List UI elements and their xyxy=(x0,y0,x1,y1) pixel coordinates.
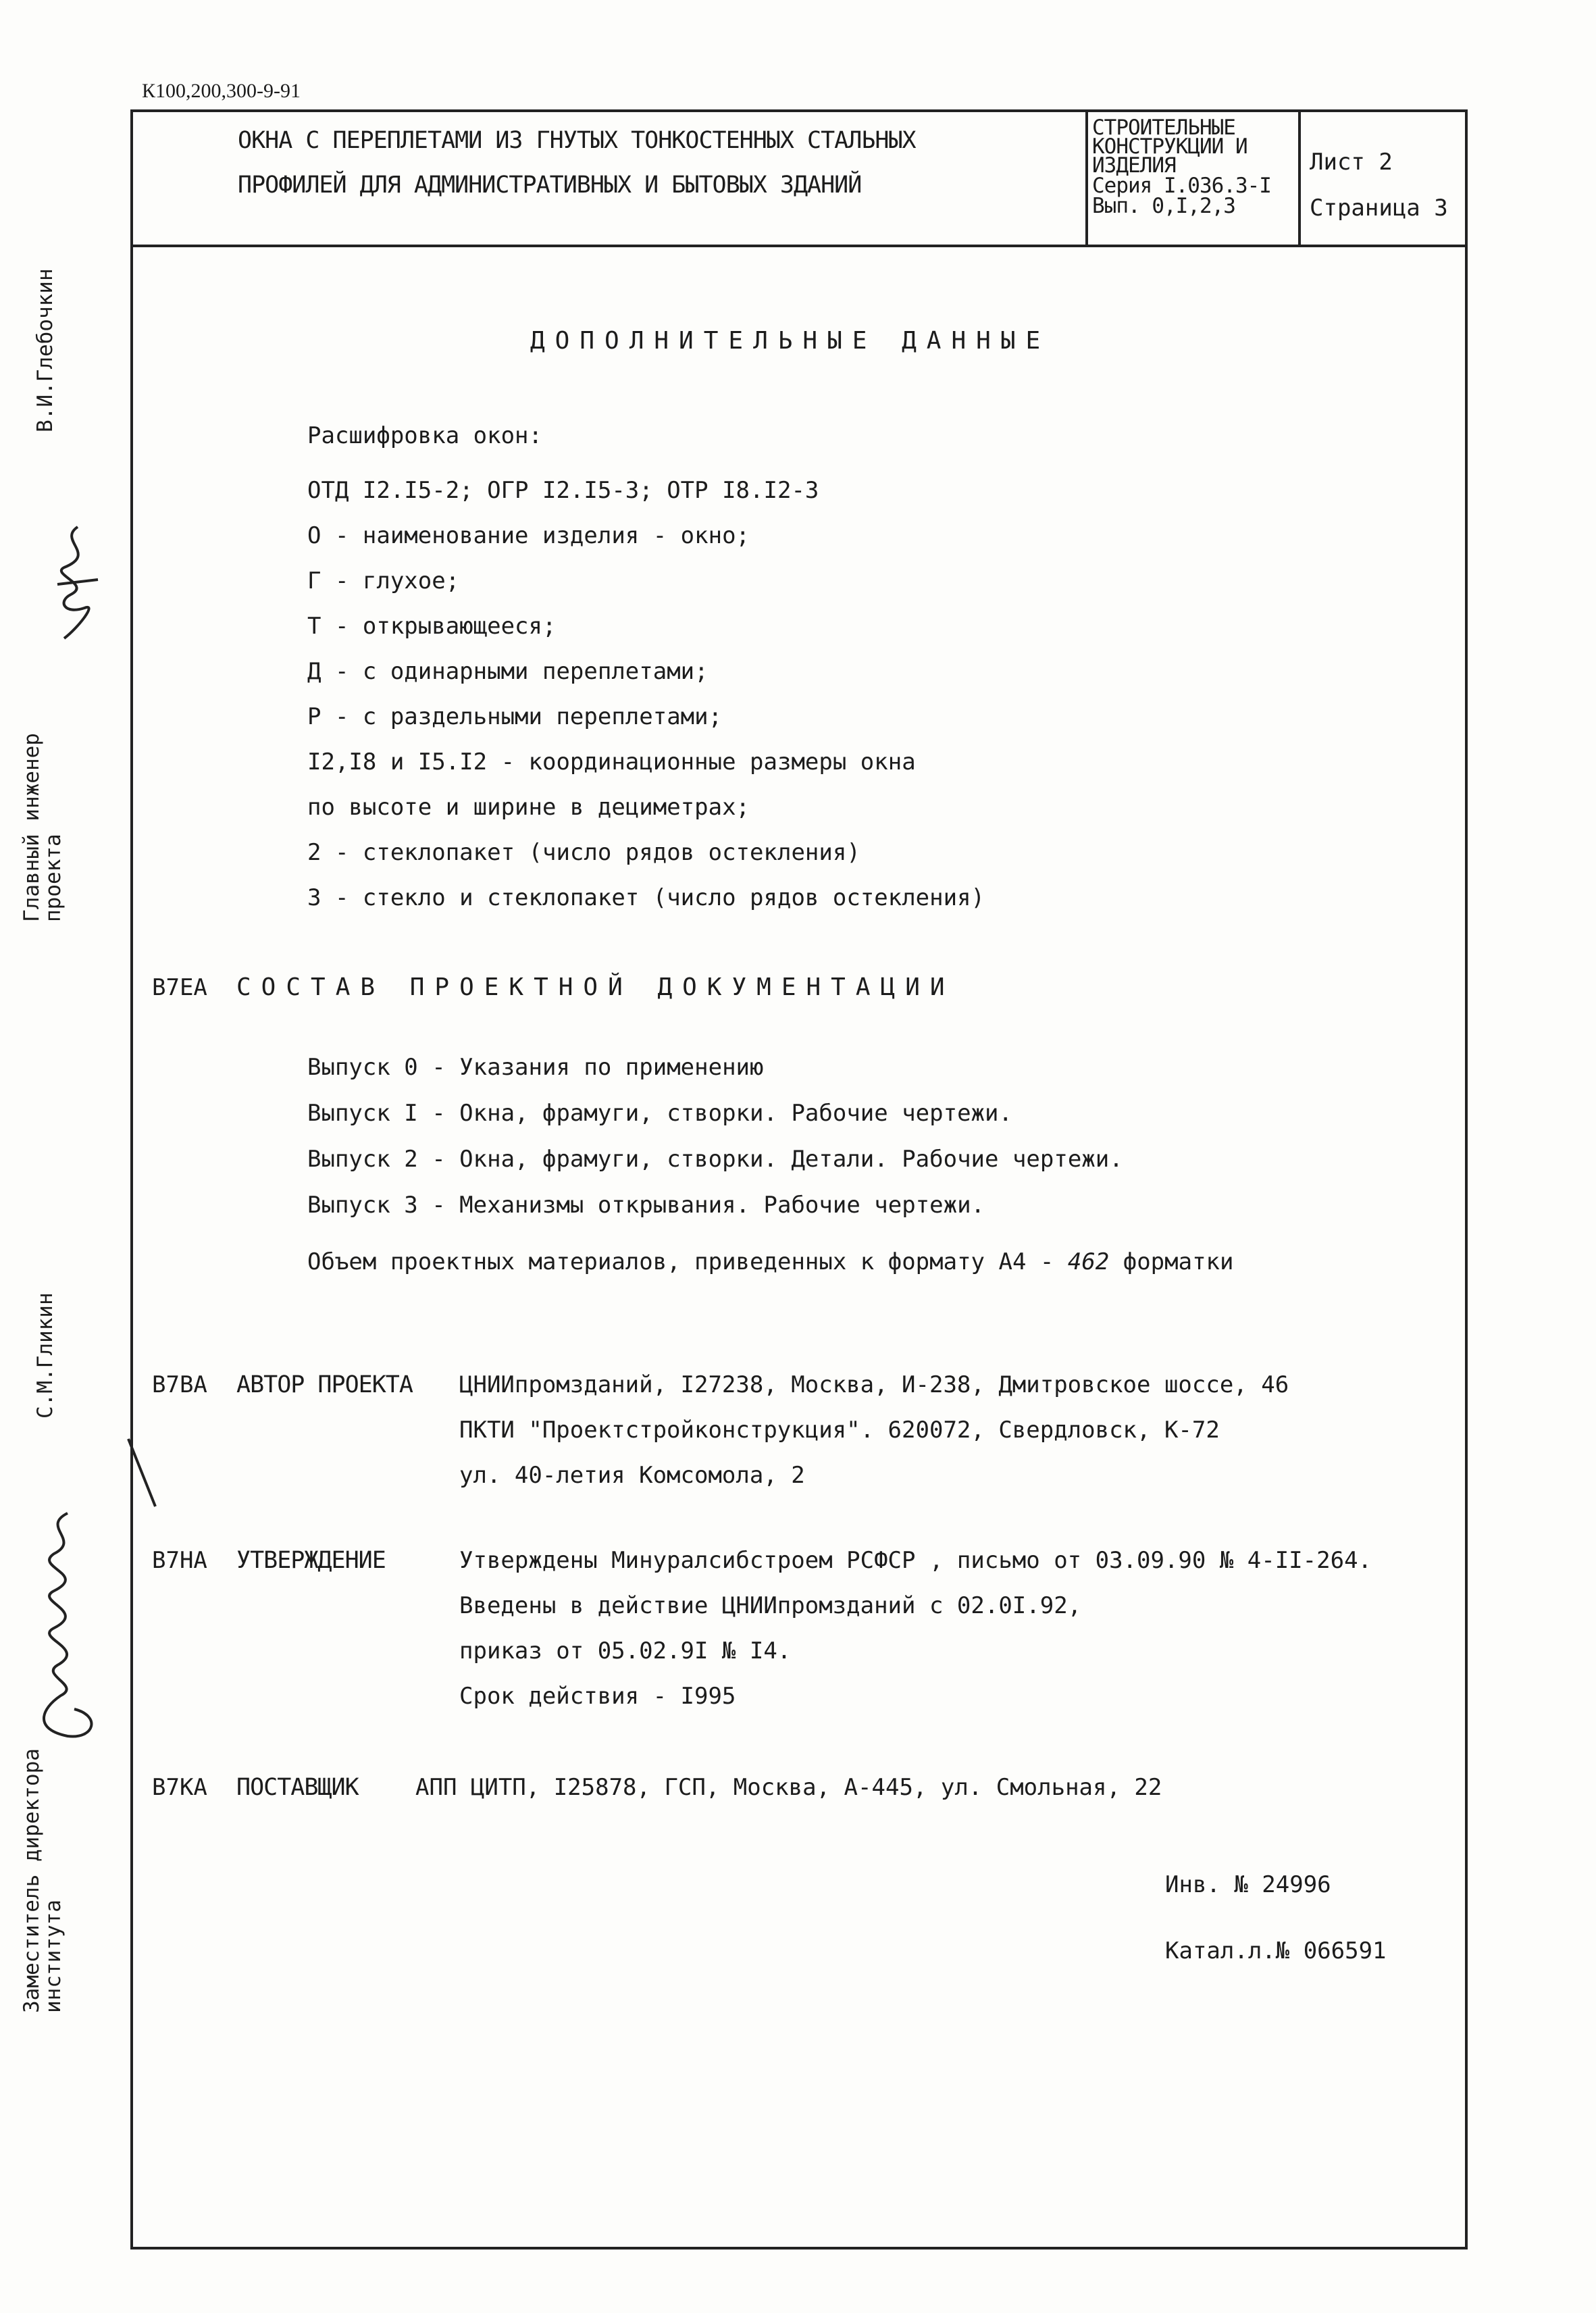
volume-prefix: Объем проектных материалов, приведенных к формату А4 - xyxy=(307,1248,1068,1275)
approver-role-2: Заместитель директора xyxy=(20,1748,44,2013)
stamp-line-5: Вып. 0,I,2,3 xyxy=(1092,194,1235,218)
decoding-line: Т - открывающееся; xyxy=(307,613,557,640)
stamp-line-1: СТРОИТЕЛЬНЫЕ xyxy=(1092,116,1235,140)
signature-1 xyxy=(37,520,111,649)
decoding-heading: Расшифровка окон: xyxy=(307,422,542,449)
catalog-label: Катал.л.№ xyxy=(1165,1937,1304,1964)
approval-label: УТВЕРЖДЕНИЕ xyxy=(236,1547,386,1574)
decoding-line: по высоте и ширине в дециметрах; xyxy=(307,794,750,821)
inventory-number xyxy=(1165,1871,1331,1898)
document-code: К100,200,300-9-91 xyxy=(142,80,301,102)
decoding-line: Д - с одинарными переплетами; xyxy=(307,658,709,685)
approval-line: Утверждены Минуралсибстроем РСФСР , письмо от 03.09.90 № 4-II-264. xyxy=(459,1547,1372,1574)
author-line: ЦНИИпромзданий, I27238, Москва, И-238, Дмитровское шоссе, 46 xyxy=(459,1371,1289,1398)
header-divider-2 xyxy=(1298,112,1301,245)
inventory-label: Инв. № xyxy=(1165,1871,1262,1898)
stamp-line-2: КОНСТРУКЦИИ И xyxy=(1092,134,1247,159)
composition-code: В7ЕА xyxy=(152,974,207,1001)
header-divider xyxy=(133,245,1465,247)
volume-suffix: форматки xyxy=(1109,1248,1234,1275)
author-line: ул. 40-летия Комсомола, 2 xyxy=(459,1462,805,1489)
approver-role-1: Главный инженер xyxy=(20,733,44,922)
supplier-text: АПП ЦИТП, I25878, ГСП, Москва, А-445, ул. Смольная, 22 xyxy=(415,1774,1162,1801)
author-line: ПКТИ "Проектстройконструкция". 620072, Свердловск, К-72 xyxy=(459,1417,1220,1444)
decoding-line: ОТД I2.I5-2; ОГР I2.I5-3; ОТР I8.I2-3 xyxy=(307,477,819,504)
decoding-line: Р - с раздельными переплетами; xyxy=(307,703,723,730)
catalog-number xyxy=(1165,1937,1387,1964)
composition-line: Выпуск I - Окна, фрамуги, створки. Рабочие чертежи. xyxy=(307,1100,1012,1127)
decoding-line: I2,I8 и I5.I2 - координационные размеры окна xyxy=(307,748,916,776)
approval-code: В7НА xyxy=(152,1547,207,1574)
stamp-line-4: Серия I.036.3-I xyxy=(1092,174,1271,198)
composition-line: Выпуск 2 - Окна, фрамуги, створки. Детали. Рабочие чертежи. xyxy=(307,1146,1123,1173)
composition-line: Выпуск 0 - Указания по применению xyxy=(307,1054,764,1081)
signature-2 xyxy=(27,1432,162,1750)
section-title: ДОПОЛНИТЕЛЬНЫЕ ДАННЫЕ xyxy=(530,327,1051,355)
decoding-line: О - наименование изделия - окно; xyxy=(307,522,750,549)
author-code: В7ВА xyxy=(152,1371,207,1398)
approver-name-1: В.И.Глебочкин xyxy=(33,268,57,432)
decoding-line: Г - глухое; xyxy=(307,567,460,594)
approver-name-2: С.М.Гликин xyxy=(33,1292,57,1419)
approval-line: Введены в действие ЦНИИпромзданий с 02.0I.92, xyxy=(459,1592,1082,1619)
volume-line xyxy=(307,1248,1234,1275)
approval-line: Срок действия - I995 xyxy=(459,1683,736,1710)
page-number: Страница 3 xyxy=(1310,195,1448,222)
author-label: АВТОР ПРОЕКТА xyxy=(236,1371,413,1398)
volume-value: 462 xyxy=(1067,1248,1110,1275)
header-divider-1 xyxy=(1085,112,1088,245)
stamp-line-3: ИЗДЕЛИЯ xyxy=(1092,153,1176,178)
composition-line: Выпуск 3 - Механизмы открывания. Рабочие чертежи. xyxy=(307,1192,985,1219)
title-line-2: ПРОФИЛЕЙ ДЛЯ АДМИНИСТРАТИВНЫХ И БЫТОВЫХ ЗДАНИЙ xyxy=(238,172,862,199)
approver-role-2b: института xyxy=(41,1900,66,2013)
supplier-label: ПОСТАВЩИК xyxy=(236,1774,359,1801)
decoding-line: 3 - стекло и стеклопакет (число рядов остекления) xyxy=(307,884,985,911)
inventory-value: 24996 xyxy=(1262,1871,1331,1898)
composition-title: СОСТАВ ПРОЕКТНОЙ ДОКУМЕНТАЦИИ xyxy=(236,973,955,1001)
catalog-value: 066591 xyxy=(1303,1937,1387,1964)
approver-role-1b: проекта xyxy=(41,834,66,922)
sheet-number: Лист 2 xyxy=(1310,149,1393,176)
approval-line: приказ от 05.02.9I № I4. xyxy=(459,1637,792,1664)
title-line-1: ОКНА С ПЕРЕПЛЕТАМИ ИЗ ГНУТЫХ ТОНКОСТЕННЫХ СТАЛЬНЫХ xyxy=(238,127,916,154)
decoding-line: 2 - стеклопакет (число рядов остекления) xyxy=(307,839,860,866)
supplier-code: В7КА xyxy=(152,1774,207,1801)
